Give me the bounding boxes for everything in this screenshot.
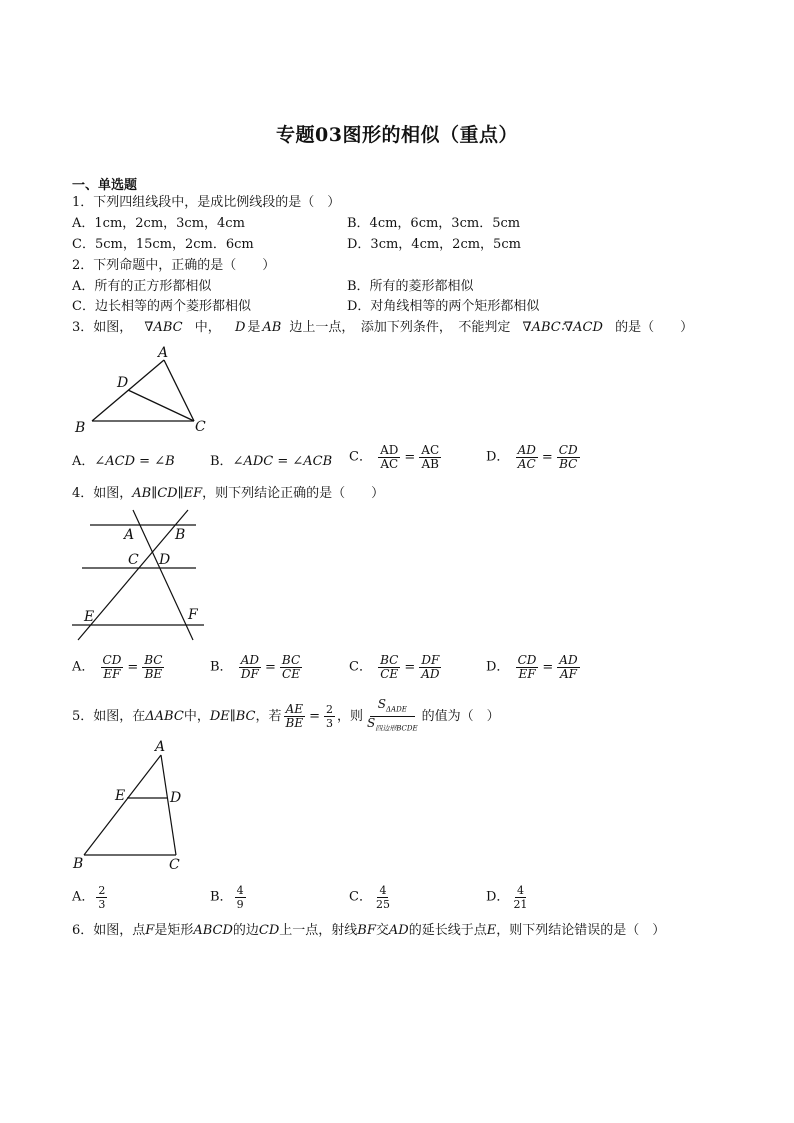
q2-option-c: C．边长相等的两个菱形都相似 (72, 299, 251, 314)
fraction-denominator: EF (103, 667, 121, 681)
q6-stem-part: ，则下列结论错误的是（ ） (496, 923, 666, 938)
q4-label-c: C (128, 552, 139, 568)
fraction-numerator: AD (517, 443, 536, 457)
q4-option-a (72, 654, 166, 681)
question-2-stem: 2．下列命题中，正确的是（ ） (72, 258, 276, 273)
q5-option-d (486, 884, 531, 911)
q3-similarity: ∇ABC∶∇ACD (522, 320, 603, 335)
fraction-numerator: BC (380, 653, 399, 667)
fraction-numerator: 4 (236, 884, 244, 897)
q3-option-a-expr: ∠ACD = ∠B (94, 454, 175, 469)
q5-d-fraction (511, 884, 529, 911)
question-3-stem (72, 318, 693, 338)
equals-sign: = (127, 659, 139, 675)
q6-stem-part: 上一点，射线 (279, 923, 358, 938)
q5-option-a (72, 884, 109, 911)
q4-option-b (210, 654, 304, 681)
area-subscript: 四边形BCDE (375, 724, 418, 733)
q4-label-d: D (159, 552, 171, 568)
fraction-numerator: BC (144, 653, 163, 667)
q2-option-d: D．对角线相等的两个矩形都相似 (347, 299, 540, 314)
q5-option-b-prefix: B． (210, 889, 233, 905)
q3-label-a: A (158, 345, 169, 361)
fraction-numerator: 4 (379, 884, 387, 897)
q3-stem-part: 3．如图， (72, 320, 133, 335)
fraction-numerator: CD (558, 443, 578, 457)
fraction-denominator: CE (380, 667, 399, 681)
q5-side-ab (84, 755, 161, 855)
q4-stem-part: ，则下列结论正确的是（ ） (202, 486, 385, 501)
q5-parallel-condition: DE∥BC (209, 708, 256, 724)
q4-option-a-prefix: A． (72, 659, 95, 675)
q5-b-fraction (235, 884, 246, 911)
equals-sign: = (404, 449, 416, 465)
q6-stem-part: 是矩形 (154, 923, 194, 938)
q4-option-d-prefix: D． (486, 659, 510, 675)
equals-sign: = (265, 659, 276, 675)
fraction-numerator: AD (240, 653, 259, 667)
q4-label-e: E (84, 609, 95, 625)
fraction-denominator: BC (559, 457, 578, 471)
q5-stem-part: 的值为（ ） (421, 708, 500, 724)
q1-option-c: C．5cm，15cm，2cm．6cm (72, 237, 254, 252)
q3-c-right-fraction (419, 444, 441, 471)
question-4-stem (72, 484, 384, 504)
fraction-numerator: AD (380, 443, 399, 457)
area-symbol: S (377, 697, 386, 711)
q3-option-a (72, 452, 175, 472)
area-symbol: S (367, 716, 376, 731)
q5-triangle: ΔABC (145, 708, 184, 724)
q3-option-b-prefix: B． (210, 454, 233, 469)
q2-option-a: A．所有的正方形都相似 (72, 279, 212, 294)
fraction-denominator: BE (144, 667, 163, 681)
question-5-stem (72, 698, 500, 736)
q3-segment-ab: AB (262, 320, 282, 335)
fraction-numerator (370, 698, 415, 717)
fraction-numerator: 2 (326, 703, 333, 717)
q6-stem-part: 的边 (232, 923, 259, 938)
q5-stem-part: 5．如图，在 (72, 708, 146, 724)
q3-label-b: B (75, 420, 86, 436)
q6-stem-part: 交 (375, 923, 389, 938)
fraction-denominator: AD (421, 667, 440, 681)
equals-sign: = (309, 708, 320, 724)
fraction-denominator: 9 (236, 898, 244, 911)
q3-option-c-prefix: C． (349, 449, 372, 465)
q1-option-b: B．4cm，6cm，3cm．5cm (347, 216, 521, 231)
fraction-denominator: AC (380, 457, 399, 471)
area-subscript: ΔADE (386, 705, 407, 714)
q4-parallel-condition: AB∥CD∥EF (132, 486, 203, 501)
q5-option-c-prefix: C． (349, 889, 372, 905)
q3-label-d: D (117, 375, 129, 391)
q5-label-b: B (73, 856, 84, 872)
fraction-numerator: CD (517, 653, 537, 667)
fraction-denominator: AF (559, 667, 577, 681)
q4-b-left-fraction (239, 654, 261, 681)
fraction-denominator: DF (240, 667, 259, 681)
q4-d-left-fraction (516, 654, 539, 681)
q6-stem-part: 6．如图，点 (72, 923, 146, 938)
q5-option-b (210, 884, 248, 911)
q3-triangle-figure (70, 342, 220, 437)
q5-ratio-fraction (284, 703, 306, 730)
q4-a-left-fraction (101, 654, 124, 681)
fraction-denominator: 3 (326, 717, 333, 731)
fraction-numerator: 2 (98, 884, 106, 897)
fraction-numerator: CD (102, 653, 122, 667)
q4-label-b: B (175, 527, 186, 543)
q5-option-a-prefix: A． (72, 889, 95, 905)
q4-option-d (486, 654, 582, 681)
q4-option-b-prefix: B． (210, 659, 233, 675)
q4-c-left-fraction (378, 654, 400, 681)
q6-rectangle-abcd: ABCD (193, 923, 233, 938)
fraction-numerator: AC (421, 443, 440, 457)
question-1-stem: 1．下列四组线段中，是成比例线段的是（ ） (72, 195, 341, 210)
q5-c-fraction (374, 884, 392, 911)
q3-option-b-expr: ∠ADC = ∠ACB (232, 454, 333, 469)
q3-option-a-prefix: A． (72, 454, 95, 469)
q3-stem-part: 中， (194, 320, 221, 335)
q3-option-d (486, 444, 582, 471)
q5-stem-part: ，则 (337, 708, 364, 724)
fraction-denominator: BE (285, 716, 304, 731)
fraction-numerator: DF (421, 653, 440, 667)
q5-area-ratio (365, 698, 420, 736)
q5-label-c: C (169, 857, 180, 873)
q3-label-c: C (195, 419, 206, 435)
q3-d-left-fraction (516, 444, 538, 471)
q5-option-c (349, 884, 394, 911)
q4-option-c (349, 654, 444, 681)
q4-label-f: F (188, 607, 198, 623)
q4-option-c-prefix: C． (349, 659, 372, 675)
q6-point-f: F (145, 923, 155, 938)
q5-label-e: E (115, 788, 126, 804)
q5-a-fraction (96, 884, 107, 911)
fraction-numerator: BC (281, 653, 301, 667)
q3-c-left-fraction (378, 444, 400, 471)
q3-stem-part: 的是（ ） (615, 320, 694, 335)
q3-option-b (210, 452, 332, 472)
q3-segment-cd (128, 390, 194, 421)
q6-ray-bf: BF (357, 923, 376, 938)
fraction-denominator: CE (282, 667, 300, 681)
q3-stem-part: 是 (247, 320, 261, 335)
fraction-denominator: AC (517, 457, 536, 471)
q5-option-d-prefix: D． (486, 889, 510, 905)
fraction-numerator: AE (285, 702, 304, 717)
section-heading: 一、单选题 (72, 178, 138, 193)
q1-option-a: A．1cm，2cm，3cm，4cm (72, 216, 245, 231)
q5-ratio-value (324, 703, 335, 730)
q5-stem-part: ，若 (255, 708, 282, 724)
q6-point-e: E (486, 923, 497, 938)
fraction-numerator: AD (559, 653, 578, 667)
q3-point-d: D (234, 320, 246, 335)
q4-a-right-fraction (142, 654, 164, 681)
q6-stem-part: 的延长线于点 (408, 923, 487, 938)
q3-triangle-abc: ∇ABC (144, 320, 183, 335)
q3-side-ac (164, 360, 194, 421)
q5-label-a: A (155, 739, 166, 755)
q3-d-right-fraction (557, 444, 580, 471)
equals-sign: = (542, 659, 554, 675)
q4-c-right-fraction (419, 654, 441, 681)
fraction-denominator: 3 (98, 898, 106, 911)
q6-side-cd: CD (258, 923, 280, 938)
q2-option-b: B．所有的菱形都相似 (347, 279, 474, 294)
q3-stem-part: 边上一点， 添加下列条件， 不能判定 (289, 320, 511, 335)
question-6-stem (72, 921, 665, 941)
q5-stem-part: 中， (183, 708, 210, 724)
equals-sign: = (404, 659, 416, 675)
q6-side-ad: AD (388, 923, 409, 938)
q4-parallel-lines-figure (70, 508, 210, 648)
fraction-denominator: 25 (375, 898, 390, 911)
q4-label-a: A (124, 527, 135, 543)
equals-sign: = (541, 449, 553, 465)
q5-label-d: D (170, 790, 182, 806)
q4-stem-part: 4．如图， (72, 486, 133, 501)
fraction-denominator: 21 (513, 898, 528, 911)
page-title: 专题03图形的相似（重点） (276, 124, 518, 146)
q3-option-c (349, 444, 443, 471)
q3-option-d-prefix: D． (486, 449, 510, 465)
q4-d-right-fraction (557, 654, 579, 681)
q1-option-d: D．3cm，4cm，2cm，5cm (347, 237, 521, 252)
q5-triangle-figure (70, 738, 190, 874)
q4-b-right-fraction (280, 654, 302, 681)
fraction-denominator: AB (421, 457, 439, 471)
fraction-numerator: 4 (516, 884, 524, 897)
fraction-denominator (365, 717, 420, 735)
fraction-denominator: EF (518, 667, 536, 681)
